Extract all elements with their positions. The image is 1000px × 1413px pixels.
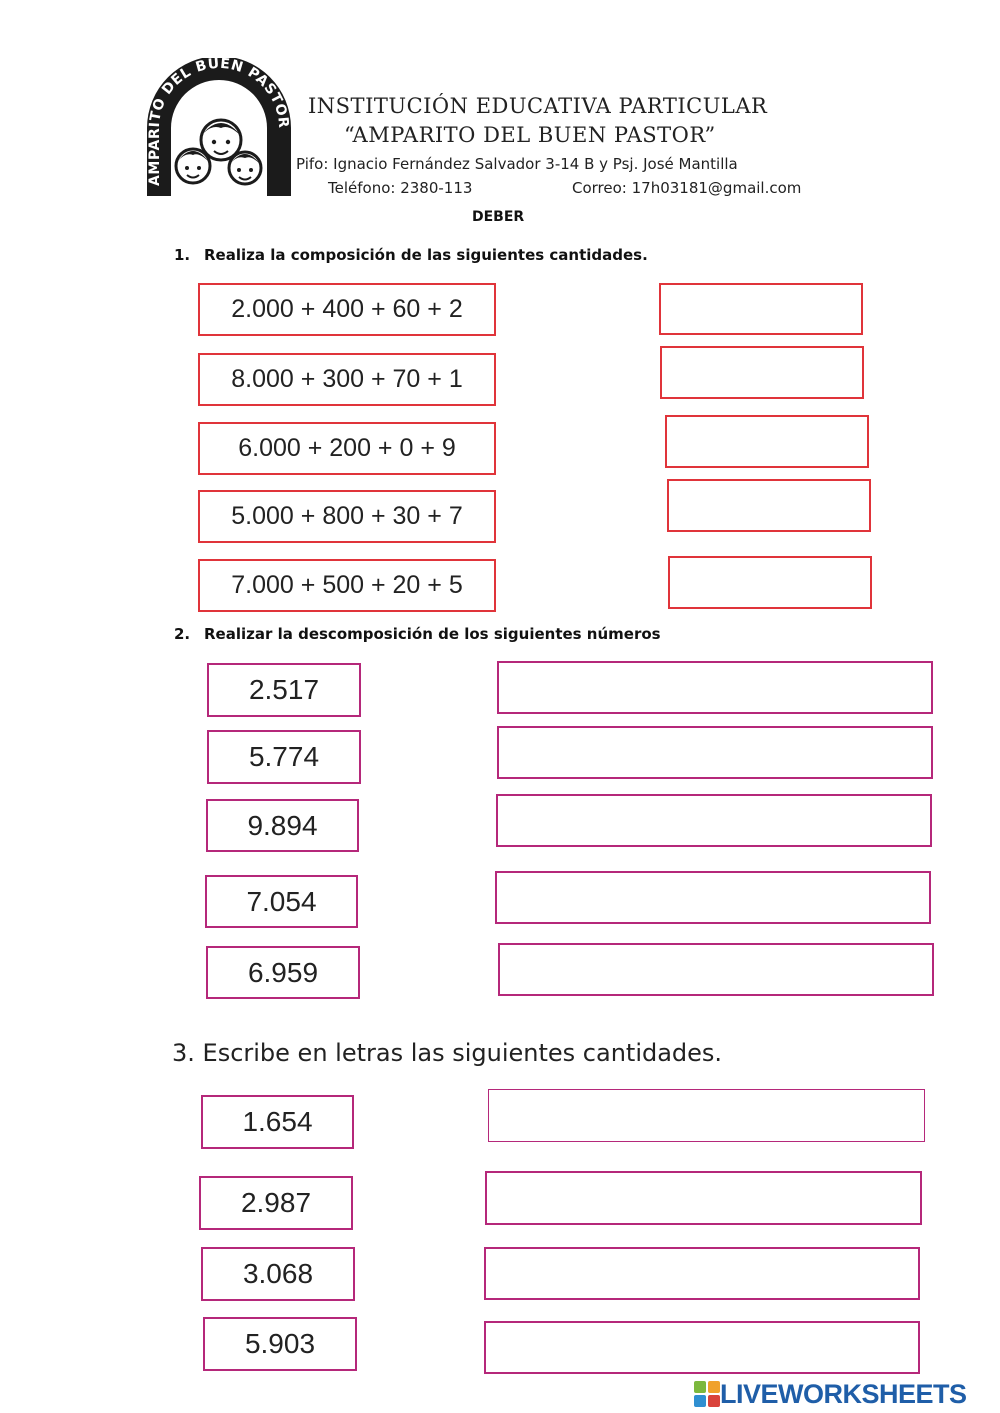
section3-instruction: 3. Escribe en letras las siguientes cantidades. — [172, 1039, 723, 1067]
school-name-line1: INSTITUCIÓN EDUCATIVA PARTICULAR — [308, 94, 768, 118]
composition-answer-input[interactable] — [659, 283, 863, 335]
words-answer-input[interactable] — [484, 1247, 920, 1300]
document-title: DEBER — [472, 209, 525, 225]
composition-item: 6.000 + 200 + 0 + 9 — [198, 422, 496, 475]
composition-answer-input[interactable] — [667, 479, 871, 532]
words-number: 2.987 — [199, 1176, 353, 1230]
composition-answer-input[interactable] — [660, 346, 864, 399]
words-answer-input[interactable] — [484, 1321, 920, 1374]
section2-instruction — [174, 625, 661, 643]
school-name-line2: “AMPARITO DEL BUEN PASTOR” — [344, 123, 716, 147]
school-phone: Teléfono: 2380-113 — [328, 179, 473, 197]
section2-instruction-text: Realizar la descomposición de los siguientes números — [204, 625, 661, 643]
decomposition-answer-input[interactable] — [496, 794, 932, 847]
decomposition-answer-input[interactable] — [495, 871, 931, 924]
decomposition-answer-input[interactable] — [497, 661, 933, 714]
school-address: Pifo: Ignacio Fernández Salvador 3-14 B y Psj. José Mantilla — [296, 155, 738, 173]
composition-answer-input[interactable] — [668, 556, 872, 609]
words-number: 1.654 — [201, 1095, 354, 1149]
words-answer-input[interactable] — [485, 1171, 922, 1225]
composition-answer-input[interactable] — [665, 415, 869, 468]
decomposition-answer-input[interactable] — [498, 943, 934, 996]
decomposition-number: 9.894 — [206, 799, 359, 852]
decomposition-number: 7.054 — [205, 875, 358, 928]
brand-name: LIVEWORKSHEETS — [720, 1378, 967, 1409]
composition-item: 2.000 + 400 + 60 + 2 — [198, 283, 496, 336]
decomposition-number: 5.774 — [207, 730, 361, 784]
composition-item: 5.000 + 800 + 30 + 7 — [198, 490, 496, 543]
decomposition-number: 2.517 — [207, 663, 361, 717]
liveworksheets-logo-icon — [694, 1381, 720, 1407]
words-number: 3.068 — [201, 1247, 355, 1301]
decomposition-answer-input[interactable] — [497, 726, 933, 779]
composition-item: 7.000 + 500 + 20 + 5 — [198, 559, 496, 612]
section1-instruction-text: Realiza la composición de las siguientes cantidades. — [204, 246, 648, 264]
section2-number: 2. — [174, 625, 191, 643]
school-logo — [143, 58, 295, 200]
words-answer-input[interactable] — [488, 1089, 925, 1142]
decomposition-number: 6.959 — [206, 946, 360, 999]
composition-item: 8.000 + 300 + 70 + 1 — [198, 353, 496, 406]
school-email: Correo: 17h03181@gmail.com — [572, 179, 802, 197]
section1-instruction — [174, 246, 648, 264]
logo-arc-text: AMPARITO DEL BUEN PASTOR — [146, 58, 292, 186]
words-number: 5.903 — [203, 1317, 357, 1371]
section1-number: 1. — [174, 246, 191, 264]
liveworksheets-brand — [694, 1379, 967, 1409]
